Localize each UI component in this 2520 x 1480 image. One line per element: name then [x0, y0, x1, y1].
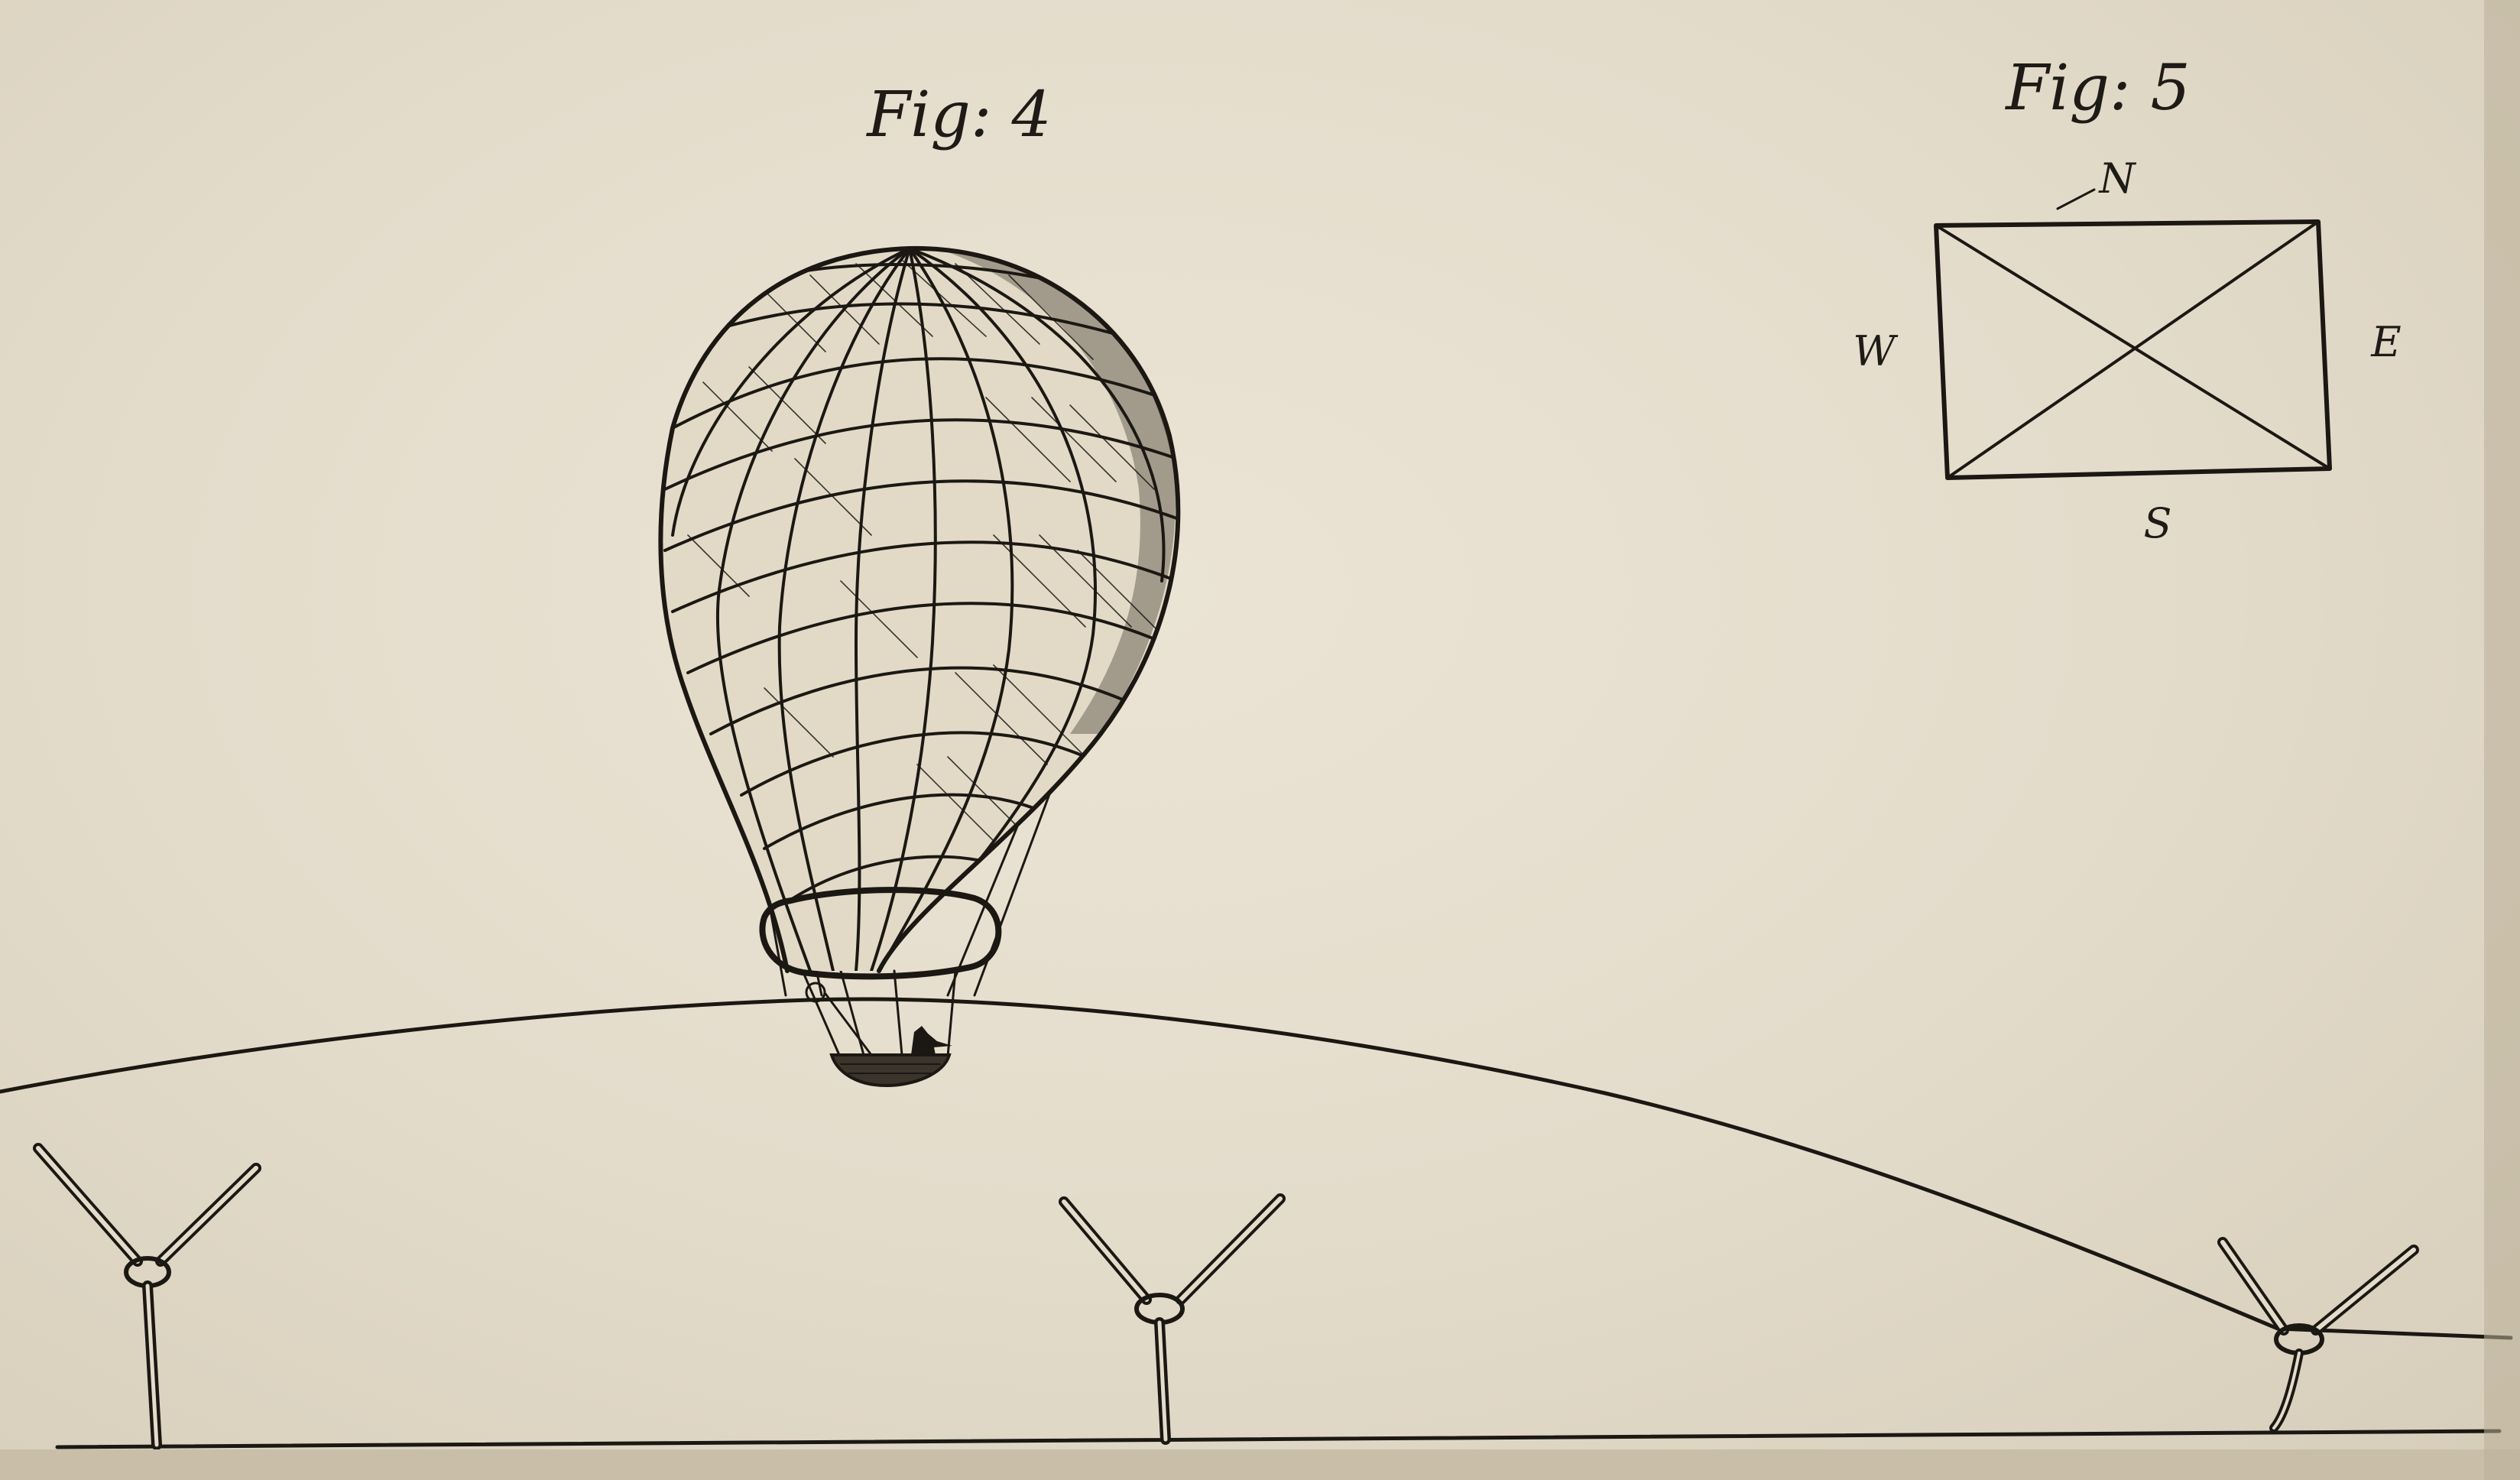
- balloon-illustration: [660, 248, 1181, 1086]
- page-bottom-edge: [0, 1449, 2520, 1480]
- figure-5-label: Fig: 5: [2006, 52, 2191, 125]
- compass-west-label: W: [1853, 327, 1896, 375]
- compass-north-label: N: [2099, 154, 2136, 203]
- balloon-basket: [832, 1055, 949, 1086]
- telegraph-post-right: [2223, 1242, 2414, 1428]
- aeronaut-figure: [911, 1026, 952, 1055]
- ground-line: [57, 1431, 2499, 1447]
- figure-4-label: Fig: 4: [867, 79, 1052, 151]
- compass-diagram: [1853, 154, 2401, 547]
- page-right-edge: [2484, 0, 2520, 1480]
- compass-east-label: E: [2371, 318, 2402, 366]
- compass-south-label: S: [2143, 499, 2172, 547]
- telegraph-post-middle: [1064, 1199, 1280, 1439]
- telegraph-post-left: [38, 1148, 256, 1445]
- telegraph-wire: [0, 999, 2511, 1338]
